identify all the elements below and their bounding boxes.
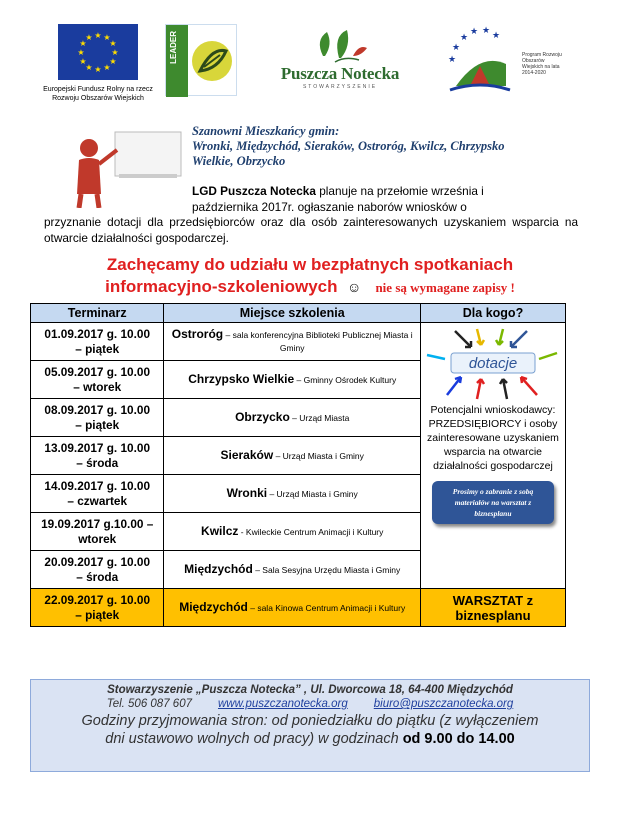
tree-icon <box>275 26 405 64</box>
smiley-icon: ☺ <box>346 279 362 295</box>
greeting-line: Wronki, Międzychód, Sieraków, Ostroróg, Kwilcz, Chrzypsko <box>192 139 505 153</box>
weekday: – piątek <box>75 607 120 622</box>
weekday: wtorek <box>78 531 117 546</box>
date-cell: 05.09.2017 g. 10.00 <box>44 364 151 379</box>
logo-row <box>0 18 620 118</box>
no-registration-note: nie są wymagane zapisy ! <box>375 280 515 295</box>
svg-text:★: ★ <box>94 65 102 74</box>
weekday: – czwartek <box>67 493 128 508</box>
svg-text:★: ★ <box>109 57 117 66</box>
intro-text: października 2017r. ogłaszanie naborów wniosków o <box>192 199 467 214</box>
greeting-line: Szanowni Mieszkańcy gmin: <box>192 124 340 138</box>
workshop-cell <box>420 589 565 627</box>
prow-emblem-icon <box>440 24 520 104</box>
date-cell: 22.09.2017 g. 10.00 <box>44 592 151 607</box>
venue: - Kwileckie Centrum Animacji i Kultury <box>238 526 384 537</box>
website-link[interactable]: www.puszczanotecka.org <box>217 698 348 710</box>
audience-text: Potencjalni wnioskodawcy: PRZEDSIĘBIORCY i osoby zainteresowane uzyskaniem wsparcia na otwarcie działalności gospodarczej <box>427 404 559 472</box>
leader-logo <box>165 24 237 96</box>
schedule-table <box>30 303 566 627</box>
prow-caption: Program Rozwoju Obszarów Wiejskich na lata 2014-2020 <box>522 52 562 76</box>
svg-text:★: ★ <box>79 57 87 66</box>
weekday: – piątek <box>75 417 120 432</box>
eu-flag-icon <box>58 24 138 80</box>
venue: – sala konferencyjna Biblioteki Publicznej Miasta i Gminy <box>223 330 413 353</box>
phone: Tel. 506 087 607 <box>106 698 192 710</box>
svg-text:★: ★ <box>77 48 85 57</box>
column-header: Terminarz <box>31 304 164 323</box>
eu-caption: Rozwoju Obszarów Wiejskich <box>52 95 144 102</box>
column-header: Dla kogo? <box>420 304 565 323</box>
column-header: Miejsce szkolenia <box>164 304 421 323</box>
leader-word: LEADER <box>169 31 178 64</box>
prow-logo <box>440 24 560 106</box>
intro-text: planuje na przełomie września i <box>315 184 484 198</box>
date-cell: 01.09.2017 g. 10.00 <box>44 326 151 341</box>
weekday: – środa <box>76 569 119 584</box>
weekday: – środa <box>76 455 119 470</box>
svg-text:★: ★ <box>111 48 119 57</box>
svg-text:★: ★ <box>79 39 87 48</box>
eu-caption: Europejski Fundusz Rolny na rzecz <box>43 86 153 93</box>
dotacje-graphic <box>421 323 565 403</box>
town: Wronki <box>226 485 268 500</box>
venue: – Urząd Miasta <box>289 412 350 423</box>
town: Kwilcz <box>201 523 239 538</box>
venue: – Gminny Ośrodek Kultury <box>294 374 397 385</box>
venue: – sala Kinowa Centrum Animacji i Kultury <box>247 602 406 613</box>
town: Międzychód <box>179 599 248 614</box>
town: Ostroróg <box>171 327 224 341</box>
invitation-line: Zachęcamy do udziału w bezpłatnych spotkaniach <box>106 255 514 274</box>
office-hours: Godziny przyjmowania stron: od poniedziałku do piątku (z wyłączeniem <box>81 713 539 729</box>
svg-text:★: ★ <box>85 33 93 42</box>
svg-text:★: ★ <box>470 26 479 36</box>
date-cell: 13.09.2017 g. 10.00 <box>44 440 151 455</box>
svg-text:★: ★ <box>452 42 461 52</box>
eu-logo <box>38 24 158 103</box>
workshop-label: biznesplanu <box>455 607 531 623</box>
org-name: LGD Puszcza Notecka <box>192 184 316 198</box>
date-cell: 14.09.2017 g. 10.00 <box>44 478 151 493</box>
svg-text:★: ★ <box>460 32 469 42</box>
venue: – Sala Sesyjna Urzędu Miasta i Gminy <box>252 564 401 575</box>
intro-paragraph <box>44 184 578 246</box>
workshop-label: WARSZTAT z <box>452 592 534 608</box>
address: Stowarzyszenie „Puszcza Notecka” , Ul. Dworcowa 18, 64-400 Międzychód <box>107 684 513 696</box>
date-cell: 19.09.2017 g.10.00 – <box>41 516 154 531</box>
weekday: – piątek <box>75 341 120 356</box>
pn-subtitle: STOWARZYSZENIE <box>302 84 378 90</box>
town: Międzychód <box>184 561 253 576</box>
email-link[interactable]: biuro@puszczanotecka.org <box>373 698 514 710</box>
svg-text:★: ★ <box>85 63 93 72</box>
venue: – Urząd Miasta i Gminy <box>273 450 364 461</box>
svg-text:★: ★ <box>109 39 117 48</box>
intro-text: przyznanie dotacji dla przedsiębiorców oraz dla osób zainteresowanych uzyskaniem wsparcia na otwarcie działalności gospodarczej. <box>44 215 578 245</box>
town: Sieraków <box>220 447 274 462</box>
svg-text:★: ★ <box>103 33 111 42</box>
svg-text:★: ★ <box>482 25 491 35</box>
pn-name: Puszcza Notecka <box>280 64 400 83</box>
audience-cell <box>420 323 565 589</box>
table-row <box>31 323 566 361</box>
leader-leaf-icon <box>192 41 232 81</box>
svg-text:★: ★ <box>103 63 111 72</box>
svg-text:★: ★ <box>94 31 102 40</box>
dotacje-label: dotacje <box>468 355 518 372</box>
office-hours-time: od 9.00 do 14.00 <box>402 731 515 747</box>
greeting-line: Wielkie, Obrzycko <box>192 154 286 168</box>
venue: – Urząd Miasta i Gminy <box>267 488 358 499</box>
date-cell: 20.09.2017 g. 10.00 <box>44 554 151 569</box>
invitation-heading <box>30 254 590 299</box>
town: Chrzypsko Wielkie <box>188 371 295 386</box>
table-row-highlight <box>31 589 566 627</box>
invitation-line: informacyjno-szkoleniowych <box>105 277 338 296</box>
office-hours: dni ustawowo wolnych od pracy) w godzinach <box>105 731 403 747</box>
materials-note: Prosimy o zabranie z sobą materiałów na warsztat z biznesplanu <box>432 481 554 524</box>
puszcza-notecka-logo <box>275 26 405 90</box>
weekday: – wtorek <box>73 379 122 394</box>
svg-text:★: ★ <box>448 54 457 64</box>
date-cell: 08.09.2017 g. 10.00 <box>44 402 151 417</box>
town: Obrzycko <box>235 409 290 424</box>
svg-text:★: ★ <box>492 30 501 40</box>
contact-footer <box>30 679 590 772</box>
greeting <box>192 124 572 169</box>
